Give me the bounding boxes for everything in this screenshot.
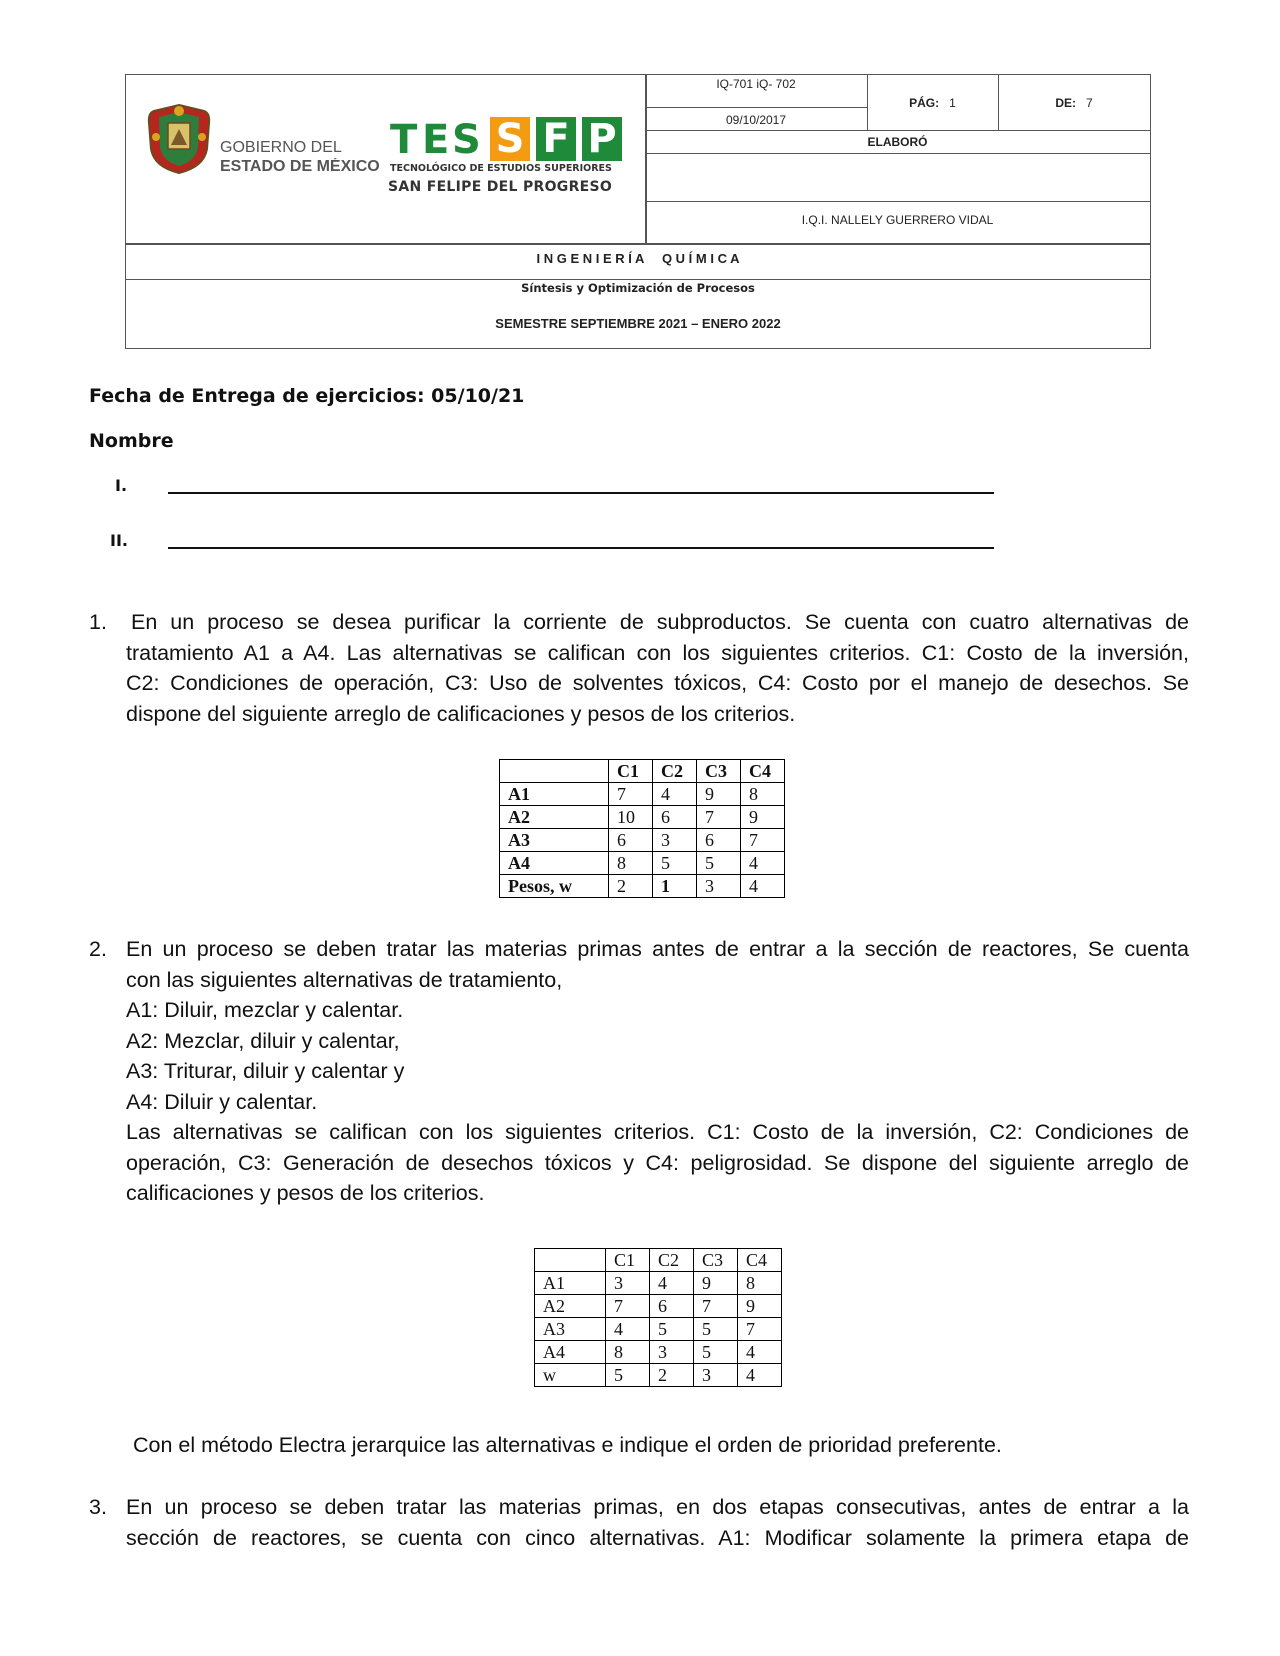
row-label: A2 [500, 806, 609, 829]
gov-line-1: GOBIERNO DEL [220, 139, 342, 156]
table-header-cell: C2 [653, 760, 697, 783]
problem-1-line: dispone del siguiente arreglo de calificaciones y pesos de los criterios. [126, 701, 796, 726]
table-cell: 6 [653, 806, 697, 829]
tes-letter-t: T [390, 117, 418, 163]
semester: SEMESTRE SEPTIEMBRE 2021 – ENERO 2022 [495, 316, 781, 331]
table-header-row [535, 1249, 782, 1272]
row-label: Pesos, w [500, 875, 609, 898]
elaboro-label: ELABORÓ [867, 135, 928, 149]
logo-area [126, 75, 646, 243]
problem-2-line: con las siguientes alternativas de tratamiento, [126, 967, 563, 992]
coat-of-arms-icon [146, 103, 212, 175]
name-blank-label-1: I. [115, 476, 128, 495]
table-row [535, 1295, 782, 1318]
tes-line-2: SAN FELIPE DEL PROGRESO [388, 179, 613, 195]
table-cell: 3 [653, 829, 697, 852]
row-label: A1 [535, 1272, 606, 1295]
table-row [535, 1364, 782, 1387]
problem-1-line: C2: Condiciones de operación, C3: Uso de solventes tóxicos, C4: Costo por el manejo de desechos. Se [126, 671, 1189, 695]
row-label: A3 [535, 1318, 606, 1341]
row-label: A3 [500, 829, 609, 852]
sfp-box-p: P [582, 117, 622, 161]
name-blank-1[interactable] [168, 492, 994, 494]
problem-1-table [499, 759, 785, 898]
table-cell: 8 [741, 783, 785, 806]
problem-3-line: En un proceso se deben tratar las materias primas, en dos etapas consecutivas, antes de entrar a la [126, 1495, 1189, 1519]
table-cell: 5 [694, 1318, 738, 1341]
problem-2-instruction: Con el método Electra jerarquice las alternativas e indique el orden de prioridad preferente. [133, 1433, 1002, 1457]
table-cell: 3 [697, 875, 741, 898]
problem-2-line: Las alternativas se califican con los siguientes criterios. C1: Costo de la inversión, C2: Condiciones de [126, 1120, 1189, 1144]
table-cell: 4 [741, 875, 785, 898]
table-cell: 2 [650, 1364, 694, 1387]
table-header-cell: C1 [606, 1249, 650, 1272]
table-row [500, 806, 785, 829]
table-cell: 7 [606, 1295, 650, 1318]
problem-2 [89, 934, 1189, 1209]
table-cell: 2 [609, 875, 653, 898]
table-cell: 7 [694, 1295, 738, 1318]
table-cell: 9 [738, 1295, 782, 1318]
course-title: Síntesis y Optimización de Procesos [521, 281, 755, 295]
table-cell: 5 [606, 1364, 650, 1387]
elaborator-name: I.Q.I. NALLELY GUERRERO VIDAL [801, 213, 994, 227]
row-label: A4 [500, 852, 609, 875]
table-header-cell: C2 [650, 1249, 694, 1272]
table-cell: 8 [609, 852, 653, 875]
table-cell: 7 [741, 829, 785, 852]
table-cell: 6 [609, 829, 653, 852]
of-label: DE: [1055, 96, 1076, 110]
problem-2-line: operación, C3: Generación de desechos tóxicos y C4: peligrosidad. Se dispone del siguiente arreglo de [126, 1150, 1189, 1175]
department-title: I N G E N I E R Í A Q U Í M I C A [536, 251, 740, 266]
table-row [500, 829, 785, 852]
sfp-box-f: F [536, 117, 576, 161]
table-cell: 5 [653, 852, 697, 875]
problem-1-line: En un proceso se desea purificar la corriente de subproductos. Se cuenta con cuatro alternativas de [131, 610, 1189, 634]
table-cell: 5 [694, 1341, 738, 1364]
table-header-cell: C4 [741, 760, 785, 783]
name-label: Nombre [89, 430, 174, 452]
page-total [998, 96, 1150, 110]
row-label: A1 [500, 783, 609, 806]
document-header [125, 74, 1151, 349]
table-cell [500, 760, 609, 783]
problem-2-line: A2: Mezclar, diluir y calentar, [126, 1028, 400, 1053]
table-row [535, 1341, 782, 1364]
problem-3-line: sección de reactores, se cuenta con cinco alternativas. A1: Modificar solamente la primera etapa de [126, 1525, 1189, 1550]
table-cell: 4 [738, 1364, 782, 1387]
table-cell: 9 [694, 1272, 738, 1295]
table-cell: 9 [697, 783, 741, 806]
table-row [535, 1318, 782, 1341]
table-header-cell: C3 [697, 760, 741, 783]
name-blank-2[interactable] [168, 547, 994, 549]
problem-2-number: 2. [89, 937, 107, 961]
of-value: 7 [1086, 96, 1093, 110]
table-cell: 9 [741, 806, 785, 829]
problem-1 [89, 607, 1189, 729]
table-cell: 4 [650, 1272, 694, 1295]
table-cell: 7 [697, 806, 741, 829]
problem-2-line: A4: Diluir y calentar. [126, 1089, 318, 1114]
table-row [500, 783, 785, 806]
table-cell: 4 [606, 1318, 650, 1341]
table-cell: 4 [738, 1341, 782, 1364]
table-header-cell: C4 [738, 1249, 782, 1272]
table-cell: 4 [741, 852, 785, 875]
table-row [500, 852, 785, 875]
table-cell: 5 [697, 852, 741, 875]
gov-line-2: ESTADO DE MÉXICO [220, 158, 380, 175]
tes-letter-s: S [452, 117, 481, 163]
table-cell: 7 [738, 1318, 782, 1341]
table-cell: 3 [650, 1341, 694, 1364]
row-label: A2 [535, 1295, 606, 1318]
table-header-row [500, 760, 785, 783]
problem-2-table [534, 1248, 782, 1387]
table-cell: 3 [694, 1364, 738, 1387]
table-header-cell: C3 [694, 1249, 738, 1272]
problem-1-number: 1. [89, 610, 107, 634]
page-number [867, 96, 998, 110]
table-cell: 8 [738, 1272, 782, 1295]
name-blank-label-2: II. [110, 531, 128, 550]
table-row [535, 1272, 782, 1295]
tes-logo [390, 117, 630, 165]
table-cell: 1 [653, 875, 697, 898]
tes-line-1: TECNOLÓGICO DE ESTUDIOS SUPERIORES [390, 163, 612, 174]
tes-letter-e: E [422, 117, 450, 163]
problem-2-line: A1: Diluir, mezclar y calentar. [126, 998, 404, 1022]
problem-2-line: En un proceso se deben tratar las materias primas antes de entrar a la sección de reactores, Se cuenta [126, 937, 1189, 961]
row-label: A4 [535, 1341, 606, 1364]
problem-3-number: 3. [89, 1495, 107, 1519]
table-cell: 10 [609, 806, 653, 829]
table-cell: 6 [697, 829, 741, 852]
sfp-box-s: S [490, 117, 530, 161]
table-cell: 6 [650, 1295, 694, 1318]
row-label: w [535, 1364, 606, 1387]
table-cell: 8 [606, 1341, 650, 1364]
doc-date: 09/10/2017 [725, 113, 787, 127]
page-value: 1 [949, 96, 956, 110]
problem-1-line: tratamiento A1 a A4. Las alternativas se califican con los siguientes criterios. C1: Costo de la inversión, [126, 640, 1189, 665]
table-cell: 3 [606, 1272, 650, 1295]
table-row [500, 875, 785, 898]
table-header-cell: C1 [609, 760, 653, 783]
page-label: PÁG: [909, 96, 940, 110]
problem-2-line: calificaciones y pesos de los criterios. [126, 1181, 485, 1205]
doc-code: IQ-701 iQ- 702 [716, 77, 796, 91]
problem-2-line: A3: Triturar, diluir y calentar y [126, 1059, 405, 1083]
table-cell [535, 1249, 606, 1272]
problem-3 [89, 1492, 1189, 1553]
delivery-date: Fecha de Entrega de ejercicios: 05/10/21 [89, 385, 525, 407]
table-cell: 7 [609, 783, 653, 806]
table-cell: 4 [653, 783, 697, 806]
table-cell: 5 [650, 1318, 694, 1341]
